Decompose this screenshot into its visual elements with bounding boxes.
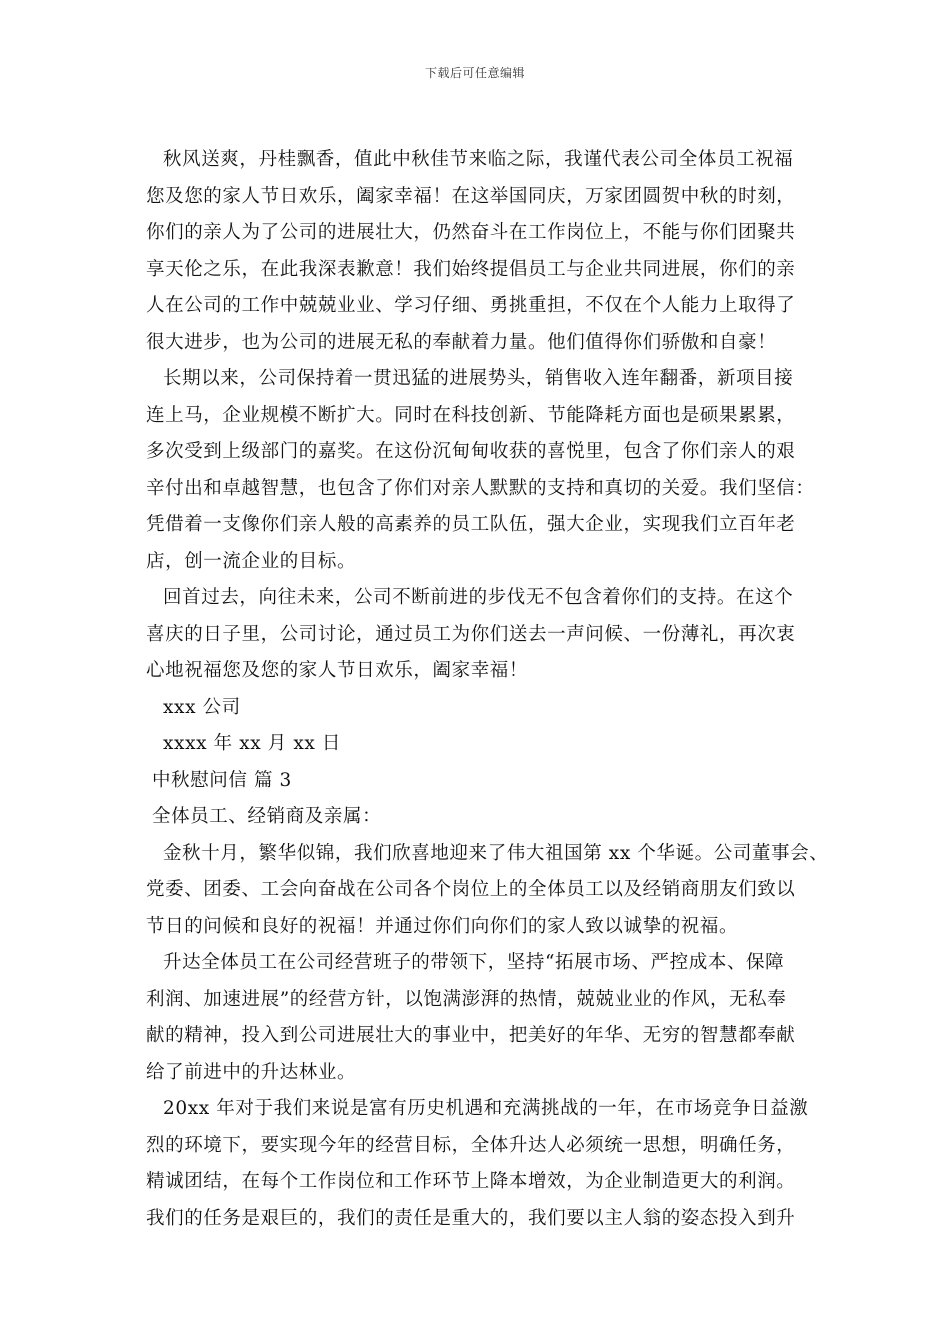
text-line: 人在公司的工作中兢兢业业、学习仔细、勇挑重担，不仅在个人能力上取得了 [146, 295, 796, 316]
text-line: 多次受到上级部门的嘉奖。在这份沉甸甸收获的喜悦里，包含了你们亲人的艰 [146, 441, 796, 462]
text-line: 节日的问候和良好的祝福！并通过你们向你们的家人致以诚挚的祝福。 [146, 915, 739, 937]
text-line: 给了前进中的升达林业。 [146, 1061, 357, 1083]
text-line: 喜庆的日子里，公司讨论，通过员工为你们送去一声问候、一份薄礼，再次衷 [146, 623, 796, 645]
section-title: 中秋慰问信 篇 3 [152, 769, 292, 791]
text-line: 辛付出和卓越智慧，也包含了你们对亲人默默的支持和真切的关爱。我们坚信： [146, 477, 815, 499]
text-line: 我们的任务是艰巨的，我们的责任是重大的，我们要以主人翁的姿态投入到升 [146, 1207, 796, 1229]
text-line: 20xx 年对于我们来说是富有历史机遇和充满挑战的一年，在市场竞争日益激 [163, 1098, 809, 1119]
text-line: 心地祝福您及您的家人节日欢乐，阖家幸福！ [146, 660, 529, 681]
signature-company: xxx 公司 [163, 696, 241, 718]
text-line: 利润、加速进展”的经营方针，以饱满澎湃的热情，兢兢业业的作风，无私奉 [146, 988, 787, 1010]
text-line: 很大进步，也为公司的进展无私的奉献着力量。他们值得你们骄傲和自豪！ [146, 331, 777, 353]
text-line: 秋风送爽，丹桂飘香，值此中秋佳节来临之际，我谨代表公司全体员工祝福 [163, 149, 794, 170]
text-line: 您及您的家人节日欢乐，阖家幸福！在这举国同庆，万家团圆贺中秋的时刻， [146, 185, 796, 207]
header-note: 下载后可任意编辑 [424, 66, 525, 80]
text-line: 凭借着一支像你们亲人般的高素养的员工队伍，强大企业，实现我们立百年老 [146, 514, 796, 535]
text-line: 回首过去，向往未来，公司不断前进的步伐无不包含着你们的支持。在这个 [163, 587, 794, 608]
text-line: 金秋十月，繁华似锦，我们欣喜地迎来了伟大祖国第 xx 个华诞。公司董事会、 [163, 842, 829, 864]
text-line: 精诚团结，在每个工作岗位和工作环节上降本增效，为企业制造更大的利润。 [146, 1171, 796, 1192]
text-line: 党委、团委、工会向奋战在公司各个岗位上的全体员工以及经销商朋友们致以 [146, 879, 796, 900]
text-line: 享天伦之乐，在此我深表歉意！我们始终提倡员工与企业共同进展，你们的亲 [146, 258, 796, 280]
text-line: 店，创一流企业的目标。 [146, 550, 357, 572]
signature-date: xxxx 年 xx 月 xx 日 [163, 733, 341, 754]
text-line: 烈的环境下，要实现今年的经营目标，全体升达人必须统一思想，明确任务， [146, 1134, 796, 1156]
text-line: 你们的亲人为了公司的进展壮大，仍然奋斗在工作岗位上，不能与你们团聚共 [146, 222, 796, 243]
salutation: 全体员工、经销商及亲属： [152, 806, 382, 827]
text-line: 长期以来，公司保持着一贯迅猛的进展势头，销售收入连年翻番，新项目接 [163, 368, 794, 389]
text-line: 连上马，企业规模不断扩大。同时在科技创新、节能降耗方面也是硕果累累， [146, 404, 796, 426]
letter-body [146, 142, 829, 1237]
text-line: 升达全体员工在公司经营班子的带领下，坚持“拓展市场、严控成本、保障 [163, 952, 785, 973]
text-line: 献的精神，投入到公司进展壮大的事业中，把美好的年华、无穷的智慧都奉献 [146, 1025, 796, 1046]
